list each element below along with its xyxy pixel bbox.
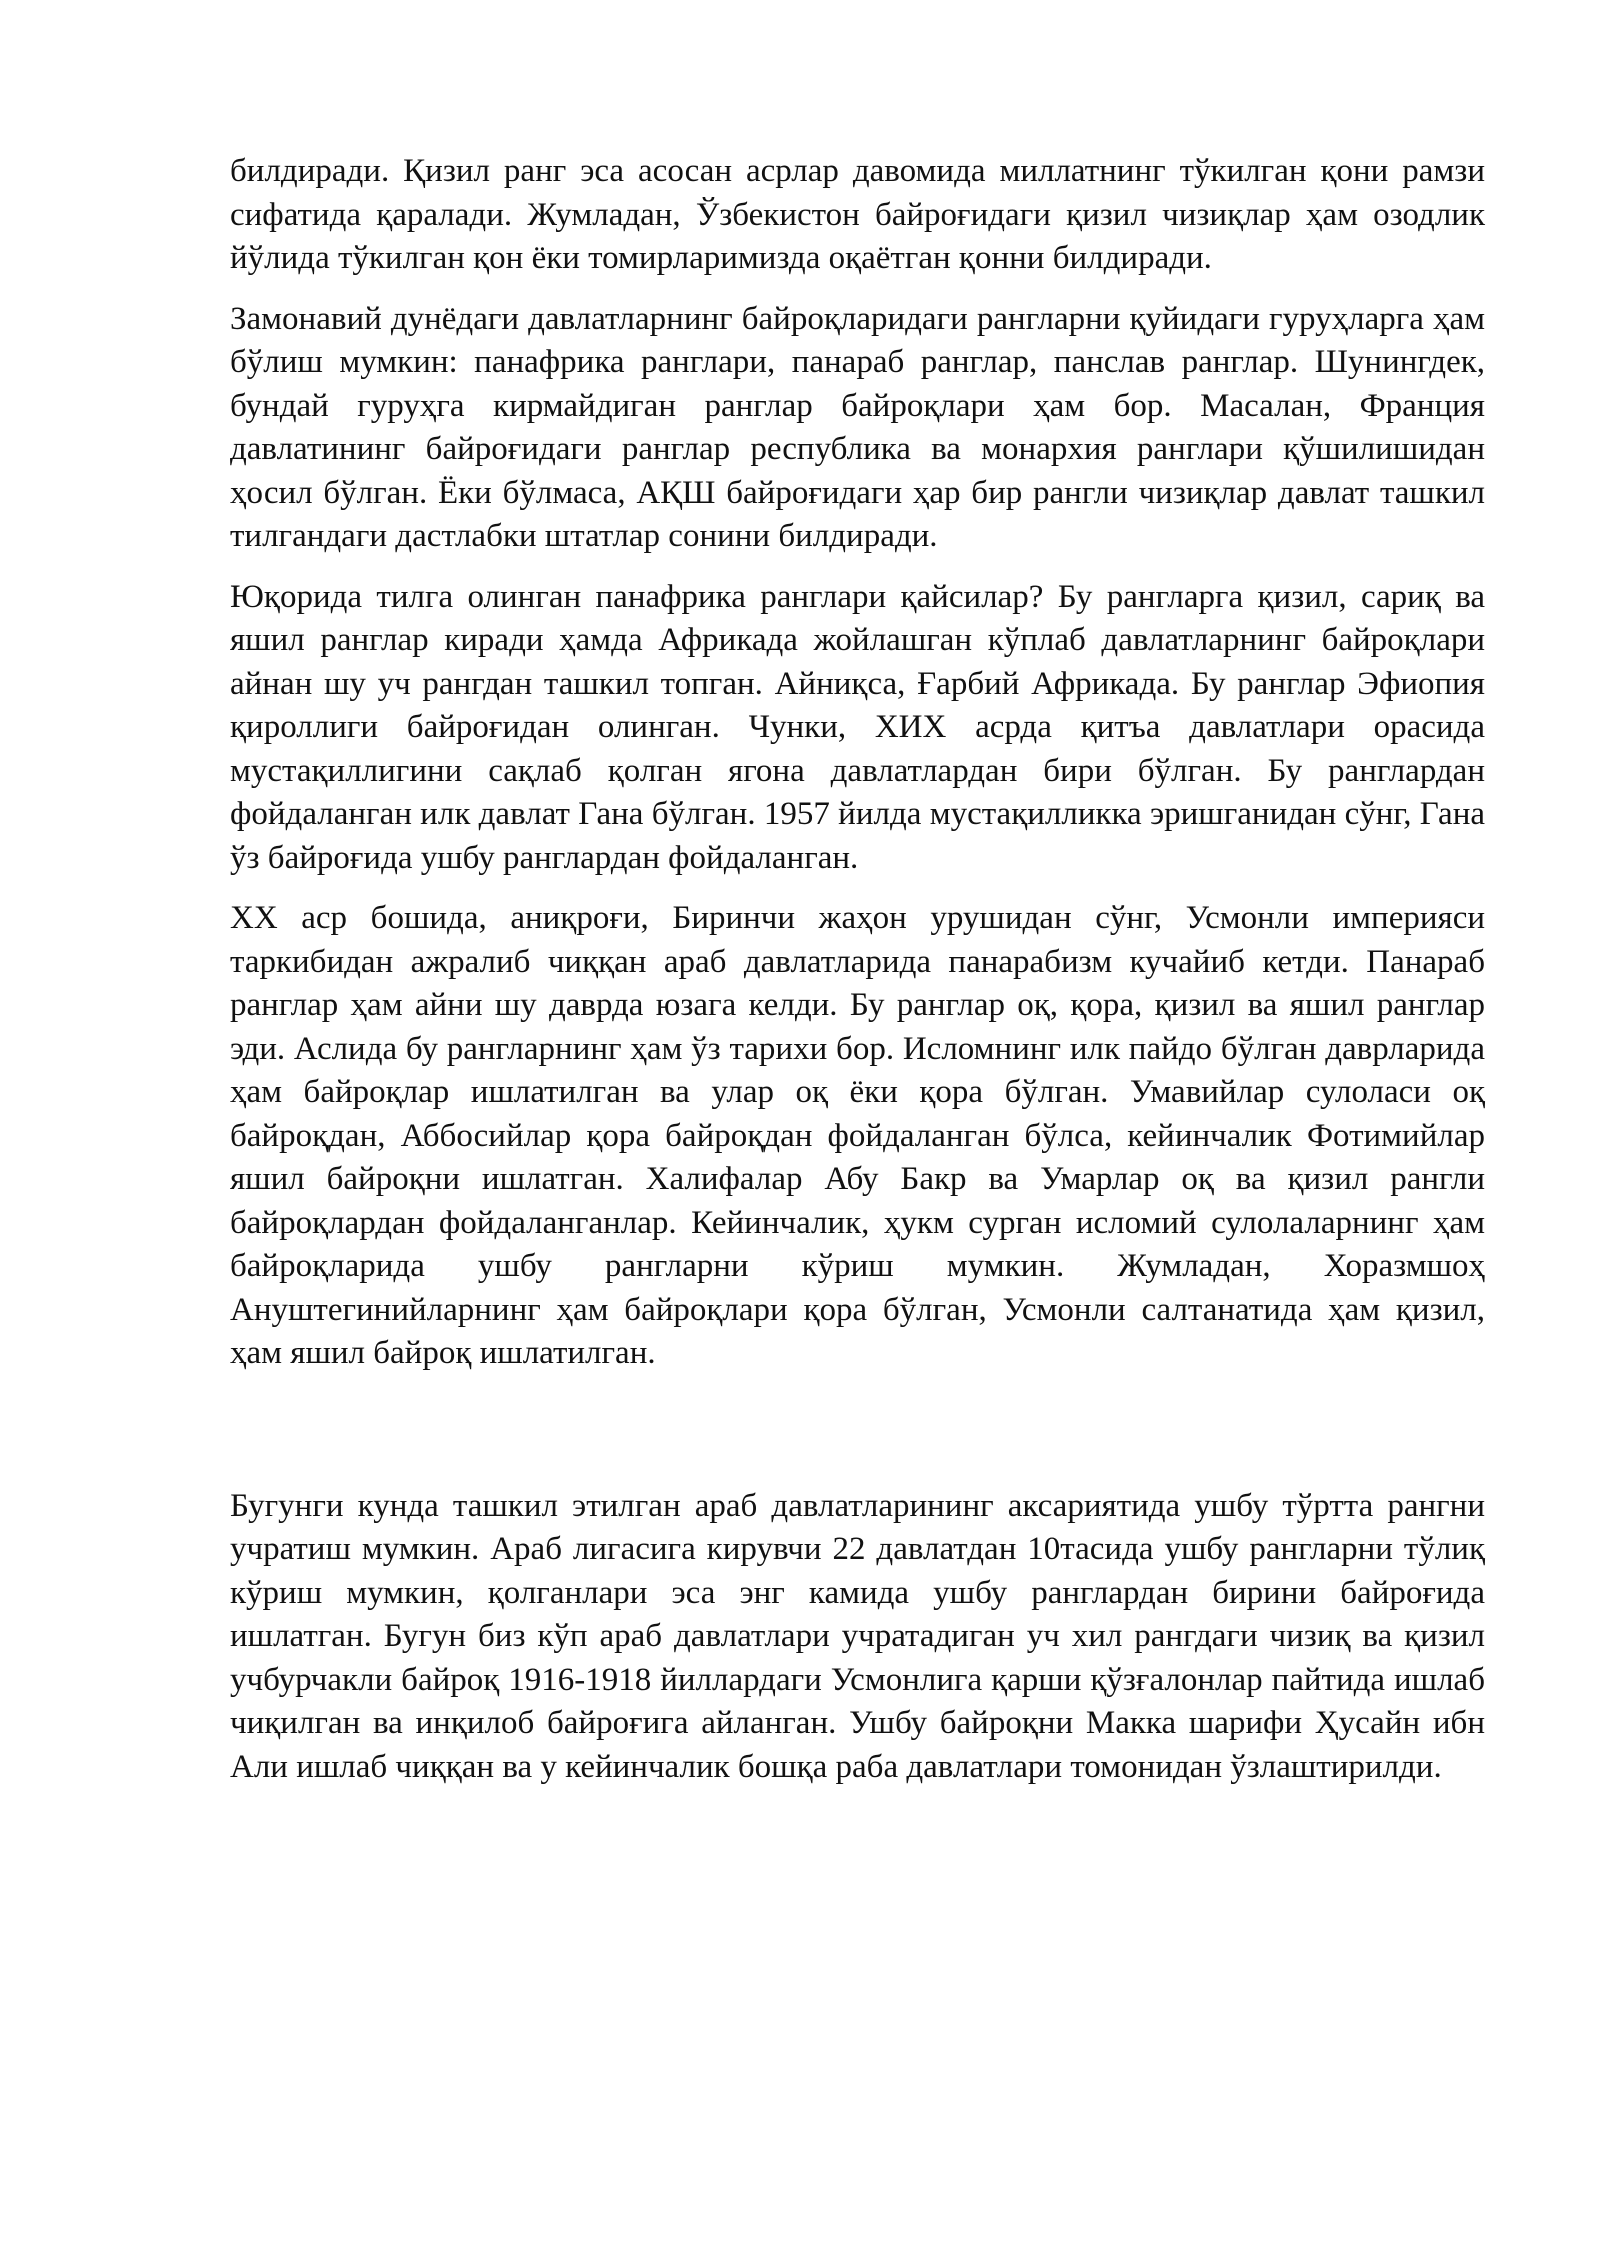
paragraph-3: Юқорида тилга олинган панафрика ранглари қайсилар? Бу рангларга қизил, сариқ ва яшил ранглар киради ҳамда Африкада жойлашган кўплаб давлатларнинг байроқлари айнан шу уч рангдан ташкил топган. Айниқса, Ғарбий Африкада. Бу ранглар Эфиопия қироллиги байроғидан олинган. Чунки, ХИХ асрда қитъа давлатлари орасида мустақиллигини сақлаб қолган ягона давлатлардан бири бўлган. Бу ранглардан фойдаланган илк давлат Гана бўлган. 1957 йилда мустақилликка эришганидан сўнг, Гана ўз байроғида ушбу ранглардан фойдаланган. — [230, 578, 1485, 876]
paragraph-2: Замонавий дунёдаги давлатларнинг байроқларидаги рангларни қуйидаги гуруҳларга ҳам бўлиш мумкин: панафрика ранглари, панараб ранглар, панслав ранглар. Шунингдек, бундай гуруҳга кирмайдиган ранглар байроқлари ҳам бор. Масалан, Франция давлатининг байроғидаги ранглар республика ва монархия ранглари қўшилишидан ҳосил бўлган. Ёки бўлмаса, АҚШ байроғидаги ҳар бир рангли чизиқлар давлат ташкил тилгандаги дастлабки штатлар сонини билдиради. — [230, 300, 1485, 554]
paragraph-1: билдиради. Қизил ранг эса асосан асрлар давомида миллатнинг тўкилган қони рамзи сифатида қаралади. Жумладан, Ўзбекистон байроғидаги қизил чизиқлар ҳам озодлик йўлида тўкилган қон ёки томирларимизда оқаётган қонни билдиради. — [230, 153, 1485, 276]
paragraph-gap — [230, 1393, 1485, 1485]
paragraph-5: Бугунги кунда ташкил этилган араб давлатларининг аксариятида ушбу тўртта рангни учратиш мумкин. Араб лигасига кирувчи 22 давлатдан 10тасида ушбу рангларни тўлиқ кўриш мумкин, қолганлари эса энг камида ушбу ранглардан бирини байроғида ишлатган. Бугун биз кўп араб давлатлари учратадиган уч хил рангдаги чизиқ ва қизил учбурчакли байроқ 1916-1918 йиллардаги Усмонлига қарши қўзғалонлар пайтида ишлаб чиқилган ва инқилоб байроғига айланган. Ушбу байроқни Макка шарифи Ҳусайн ибн Али ишлаб чиққан ва у кейинчалик бошқа раба давлатлари томонидан ўзлаштирилди. — [230, 1487, 1485, 1785]
paragraph-4: ХХ аср бошида, аниқроғи, Биринчи жаҳон урушидан сўнг, Усмонли империяси таркибидан ажралиб чиққан араб давлатларида панарабизм кучайиб кетди. Панараб ранглар ҳам айни шу даврда юзага келди. Бу ранглар оқ, қора, қизил ва яшил ранглар эди. Аслида бу рангларнинг ҳам ўз тарихи бор. Исломнинг илк пайдо бўлган даврларида ҳам байроқлар ишлатилган ва улар оқ ёки қора бўлган. Умавийлар сулоласи оқ байроқдан, Аббосийлар қора байроқдан фойдаланган бўлса, кейинчалик Фотимийлар яшил байроқни ишлатган. Халифалар Абу Бакр ва Умарлар оқ ва қизил рангли байроқлардан фойдаланганлар. Кейинчалик, ҳукм сурган исломий сулолаларнинг ҳам байроқларида ушбу рангларни кўриш мумкин. Жумладан, Хоразмшоҳ Ануштегинийларнинг ҳам байроқлари қора бўлган, Усмонли салтанатида ҳам қизил, ҳам яшил байроқ ишлатилган. — [230, 900, 1485, 1371]
document-body — [230, 150, 1485, 1806]
